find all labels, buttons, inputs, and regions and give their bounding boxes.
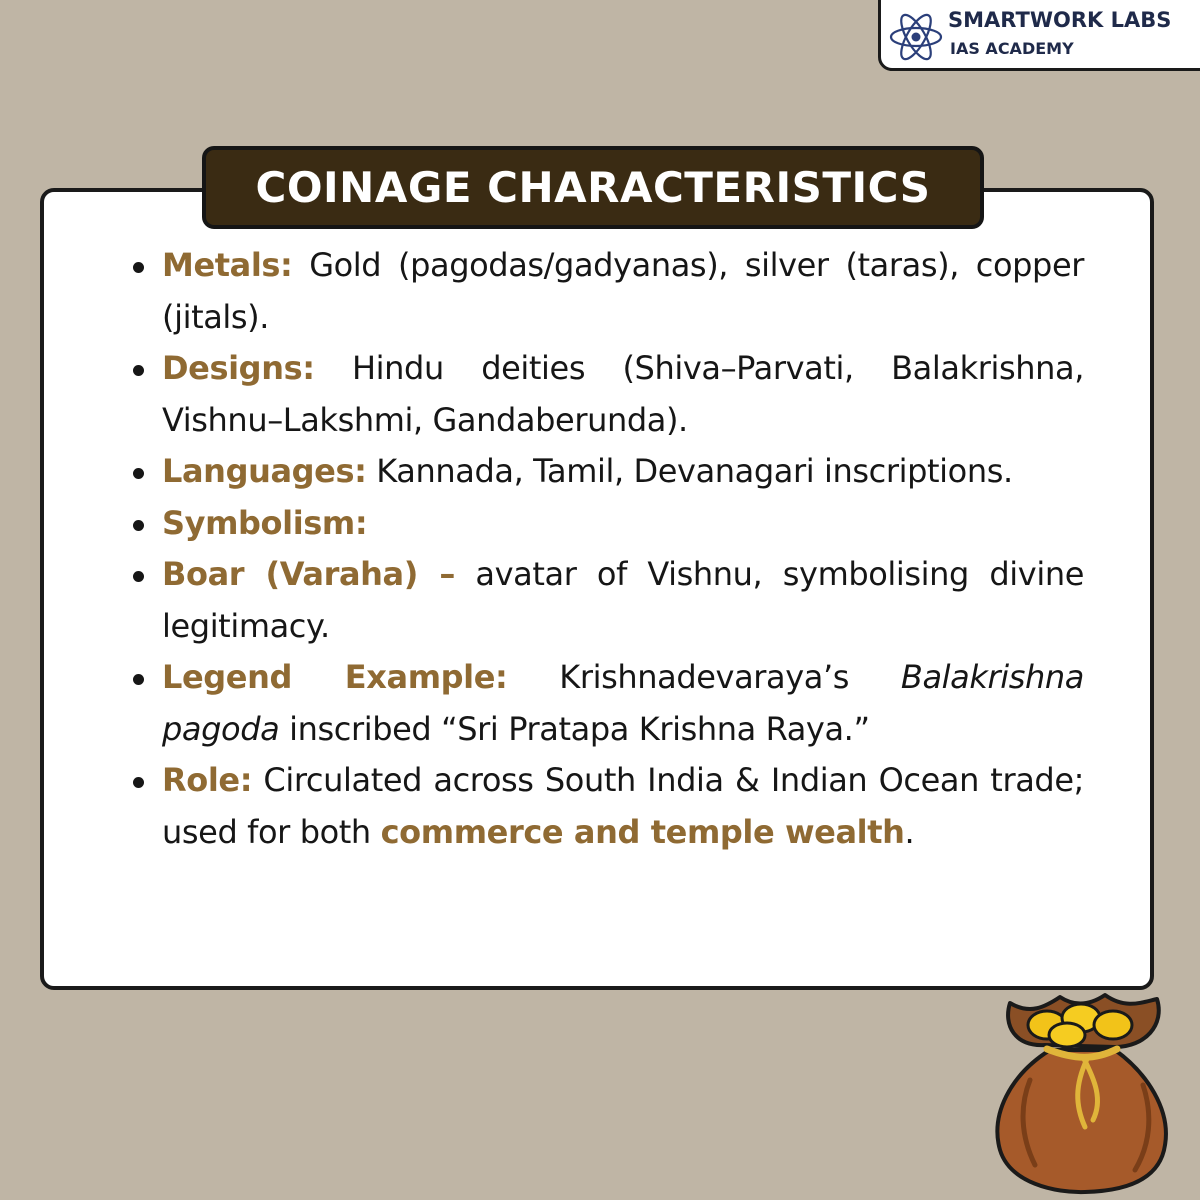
list-item-languages (126, 446, 1084, 498)
item-label: Metals: (162, 246, 293, 284)
list-item-symbolism (126, 498, 1084, 550)
item-text: Kannada, Tamil, Devanagari inscriptions. (366, 452, 1013, 490)
list-item-designs (126, 343, 1084, 446)
item-text: Hindu deities (Shiva–Parvati, Balakrishna, Vishnu–Lakshmi, Gandaberunda). (162, 349, 1084, 439)
item-highlight: commerce and temple wealth (380, 812, 905, 851)
item-italic-text: Balakrishna pagoda (162, 658, 1084, 748)
item-label: Designs: (162, 349, 315, 387)
item-label: Legend Example: (162, 658, 508, 696)
brand-name: SMARTWORK LABS (948, 8, 1172, 32)
list-item-legend-example (126, 652, 1084, 755)
item-text-end: inscribed “Sri Pratapa Krishna Raya.” (279, 709, 870, 748)
characteristics-list (126, 240, 1084, 858)
list-item-boar (126, 549, 1084, 652)
item-text-end: . (904, 812, 915, 851)
brand-subtitle: IAS ACADEMY (950, 39, 1074, 58)
item-label: Boar (Varaha) – (162, 555, 455, 593)
list-item-role (126, 755, 1084, 858)
item-label: Role: (162, 761, 253, 799)
item-text: Circulated across South India & Indian Ocean trade; used for both (162, 761, 1084, 851)
list-item-metals (126, 240, 1084, 343)
page-title: COINAGE CHARACTERISTICS (202, 146, 984, 229)
coin-bag-icon (975, 985, 1185, 1195)
item-label: Languages: (162, 452, 367, 490)
item-label: Symbolism: (162, 503, 368, 542)
item-text: avatar of Vishnu, symbolising divine legitimacy. (162, 555, 1084, 645)
atom-icon (888, 12, 944, 62)
item-text: Gold (pagodas/gadyanas), silver (taras), copper (jitals). (162, 246, 1084, 336)
item-text: Krishnadevaraya’s (507, 658, 901, 696)
